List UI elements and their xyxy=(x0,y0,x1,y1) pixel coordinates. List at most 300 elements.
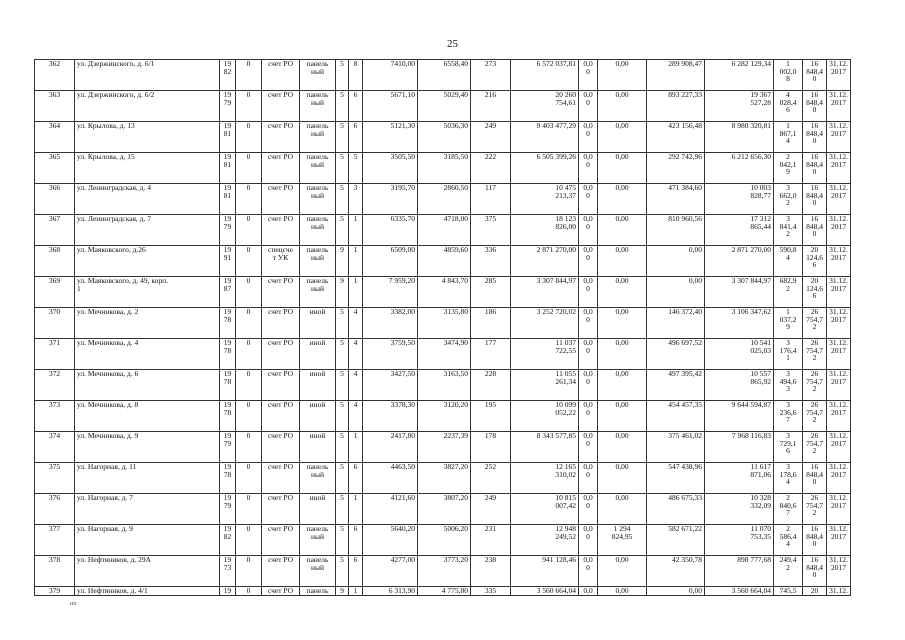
cell-cost-per-m2: 1 037,2 9 xyxy=(774,308,803,339)
cell-col-15: 0,00 xyxy=(647,587,705,596)
cell-fund-account: счет РО xyxy=(262,494,300,525)
cell-total-area: 4121,60 xyxy=(363,494,418,525)
table-row xyxy=(35,153,851,184)
cell-max-cost-per-m2: 26 754,7 2 xyxy=(803,308,827,339)
table-row xyxy=(35,432,851,463)
cell-total-area: 3505,50 xyxy=(363,153,418,184)
cell-col-16: 2 871 270,00 xyxy=(705,246,774,277)
cell-total-cost: 18 123 826,00 xyxy=(511,215,579,246)
cell-col-14: 0,00 xyxy=(598,153,647,184)
cell-living-area: 3135,80 xyxy=(418,308,471,339)
table-row xyxy=(35,122,851,153)
cell-floors: 5 xyxy=(336,525,349,556)
cell-col-13: 0,0 0 xyxy=(579,122,598,153)
cell-entrances: 6 xyxy=(349,463,363,494)
cell-col-13: 0,0 0 xyxy=(579,463,598,494)
cell-total-area: 3427,50 xyxy=(363,370,418,401)
table-row xyxy=(35,215,851,246)
cell-col-13: 0,0 0 xyxy=(579,556,598,587)
cell-cost-per-m2: 3 176,4 1 xyxy=(774,339,803,370)
cell-build-year: 19 78 xyxy=(220,370,236,401)
cell-col-15: 0,00 xyxy=(647,277,705,308)
cell-build-year: 19 91 xyxy=(220,246,236,277)
cell-total-area: 6 313,90 xyxy=(363,587,418,596)
cell-address: ул. Дзержинского, д. 6/1 xyxy=(75,60,220,91)
cell-fund-account: счет РО xyxy=(262,215,300,246)
cell-wall-material: панель ный xyxy=(300,525,336,556)
cell-deadline: 31.12. 2017 xyxy=(827,525,851,556)
cell-living-area: 2860,50 xyxy=(418,184,471,215)
cell-entrances: 1 xyxy=(349,215,363,246)
cell-col-15: 496 697,52 xyxy=(647,339,705,370)
cell-cost-per-m2: 590,8 4 xyxy=(774,246,803,277)
cell-deadline: 31.12. 2017 xyxy=(827,401,851,432)
cell-col-4: 0 xyxy=(236,556,262,587)
cell-deadline: 31.12. 2017 xyxy=(827,339,851,370)
cell-col-4: 0 xyxy=(236,370,262,401)
table-row xyxy=(35,401,851,432)
cell-col-13: 0,0 0 xyxy=(579,339,598,370)
cell-col-15: 486 675,33 xyxy=(647,494,705,525)
cell-col-14: 0,00 xyxy=(598,60,647,91)
table-row xyxy=(35,91,851,122)
cell-row-number: 372 xyxy=(35,370,75,401)
cell-fund-account: счет РО xyxy=(262,339,300,370)
cell-col-14: 0,00 xyxy=(598,370,647,401)
cell-entrances: 1 xyxy=(349,432,363,463)
cell-wall-material: панель ный xyxy=(300,91,336,122)
cell-col-15: 810 960,56 xyxy=(647,215,705,246)
cell-max-cost-per-m2: 16 848,4 0 xyxy=(803,525,827,556)
cell-cost-per-m2: 745,5 xyxy=(774,587,803,596)
cell-col-16: 19 367 527,28 xyxy=(705,91,774,122)
cell-col-16: 8 980 320,81 xyxy=(705,122,774,153)
cell-floors: 5 xyxy=(336,556,349,587)
cell-row-number: 377 xyxy=(35,525,75,556)
cell-col-13: 0,0 0 xyxy=(579,370,598,401)
cell-floors: 5 xyxy=(336,308,349,339)
footer-mark: нп xyxy=(70,601,77,607)
cell-col-4: 0 xyxy=(236,432,262,463)
table-row xyxy=(35,60,851,91)
cell-col-15: 0,00 xyxy=(647,246,705,277)
cell-entrances: 1 xyxy=(349,587,363,596)
cell-residents: 177 xyxy=(471,339,511,370)
table-row xyxy=(35,339,851,370)
cell-row-number: 373 xyxy=(35,401,75,432)
cell-col-14: 0,00 xyxy=(598,401,647,432)
cell-col-4: 0 xyxy=(236,122,262,153)
cell-build-year: 19 82 xyxy=(220,60,236,91)
cell-cost-per-m2: 682,9 2 xyxy=(774,277,803,308)
cell-cost-per-m2: 3 236,6 7 xyxy=(774,401,803,432)
cell-total-cost: 10 815 007,42 xyxy=(511,494,579,525)
cell-build-year: 19 79 xyxy=(220,91,236,122)
cell-col-15: 42 350,78 xyxy=(647,556,705,587)
cell-col-13: 0,0 0 xyxy=(579,153,598,184)
cell-address: ул. Мечникова, д. 2 xyxy=(75,308,220,339)
cell-entrances: 8 xyxy=(349,60,363,91)
cell-max-cost-per-m2: 16 848,4 0 xyxy=(803,153,827,184)
cell-total-cost: 9 403 477,29 xyxy=(511,122,579,153)
cell-entrances: 6 xyxy=(349,525,363,556)
cell-build-year: 19 78 xyxy=(220,463,236,494)
cell-entrances: 6 xyxy=(349,91,363,122)
cell-deadline: 31.12. 2017 xyxy=(827,184,851,215)
cell-cost-per-m2: 2 840,6 7 xyxy=(774,494,803,525)
cell-col-15: 289 908,47 xyxy=(647,60,705,91)
cell-max-cost-per-m2: 26 754,7 2 xyxy=(803,401,827,432)
cell-total-cost: 3 252 720,02 xyxy=(511,308,579,339)
cell-living-area: 2237,39 xyxy=(418,432,471,463)
cell-max-cost-per-m2: 16 848,4 0 xyxy=(803,60,827,91)
cell-cost-per-m2: 4 028,4 6 xyxy=(774,91,803,122)
cell-wall-material: панель ный xyxy=(300,60,336,91)
cell-address: ул. Маяковского, д.26 xyxy=(75,246,220,277)
cell-deadline: 31.12. 2017 xyxy=(827,463,851,494)
cell-wall-material: панель ный xyxy=(300,277,336,308)
cell-floors: 5 xyxy=(336,463,349,494)
cell-col-13: 0,0 0 xyxy=(579,308,598,339)
cell-total-area: 5640,20 xyxy=(363,525,418,556)
cell-entrances: 5 xyxy=(349,153,363,184)
cell-row-number: 362 xyxy=(35,60,75,91)
cell-living-area: 3120,20 xyxy=(418,401,471,432)
cell-max-cost-per-m2: 16 848,4 0 xyxy=(803,122,827,153)
cell-total-area: 5671,10 xyxy=(363,91,418,122)
cell-col-13: 0,0 0 xyxy=(579,401,598,432)
cell-address: ул. Нефтяников, д. 4/1 xyxy=(75,587,220,596)
cell-fund-account: счет РО xyxy=(262,432,300,463)
cell-max-cost-per-m2: 26 754,7 2 xyxy=(803,370,827,401)
cell-floors: 5 xyxy=(336,91,349,122)
cell-fund-account: счет РО xyxy=(262,587,300,596)
cell-max-cost-per-m2: 16 848,4 0 xyxy=(803,556,827,587)
cell-row-number: 379 xyxy=(35,587,75,596)
cell-max-cost-per-m2: 16 848,4 0 xyxy=(803,91,827,122)
cell-row-number: 371 xyxy=(35,339,75,370)
cell-total-cost: 941 128,46 xyxy=(511,556,579,587)
cell-col-14: 0,00 xyxy=(598,215,647,246)
cell-wall-material: панель ный xyxy=(300,215,336,246)
cell-col-13: 0,0 0 xyxy=(579,60,598,91)
cell-entrances: 6 xyxy=(349,122,363,153)
cell-col-13: 0,0 0 xyxy=(579,494,598,525)
cell-cost-per-m2: 3 729,1 6 xyxy=(774,432,803,463)
cell-col-15: 893 227,33 xyxy=(647,91,705,122)
cell-residents: 285 xyxy=(471,277,511,308)
cell-total-cost: 11 055 261,34 xyxy=(511,370,579,401)
cell-col-15: 547 438,96 xyxy=(647,463,705,494)
cell-floors: 5 xyxy=(336,153,349,184)
cell-row-number: 367 xyxy=(35,215,75,246)
cell-living-area: 5006,20 xyxy=(418,525,471,556)
cell-max-cost-per-m2: 20 xyxy=(803,587,827,596)
cell-total-area: 3378,30 xyxy=(363,401,418,432)
cell-deadline: 31.12. 2017 xyxy=(827,246,851,277)
cell-col-15: 471 384,60 xyxy=(647,184,705,215)
cell-residents: 249 xyxy=(471,494,511,525)
cell-build-year: 19 78 xyxy=(220,308,236,339)
cell-wall-material: панель ный xyxy=(300,184,336,215)
cell-address: ул. Крылова, д. 15 xyxy=(75,153,220,184)
cell-col-13: 0,0 0 xyxy=(579,184,598,215)
cell-col-4: 0 xyxy=(236,308,262,339)
cell-col-16: 11 070 753,35 xyxy=(705,525,774,556)
cell-living-area: 3185,50 xyxy=(418,153,471,184)
cell-entrances: 1 xyxy=(349,277,363,308)
cell-build-year: 19 79 xyxy=(220,432,236,463)
cell-total-cost: 12 948 249,52 xyxy=(511,525,579,556)
cell-fund-account: счет РО xyxy=(262,370,300,401)
cell-deadline: 31.12. 2017 xyxy=(827,308,851,339)
cell-cost-per-m2: 2 042,1 9 xyxy=(774,153,803,184)
cell-residents: 336 xyxy=(471,246,511,277)
cell-living-area: 3163,50 xyxy=(418,370,471,401)
cell-floors: 9 xyxy=(336,587,349,596)
cell-total-area: 6509,00 xyxy=(363,246,418,277)
cell-deadline: 31.12. 2017 xyxy=(827,91,851,122)
cell-col-13: 0,0 0 xyxy=(579,91,598,122)
table-row xyxy=(35,556,851,587)
cell-col-13: 0,0 0 xyxy=(579,432,598,463)
cell-col-14: 0,00 xyxy=(598,587,647,596)
cell-col-14: 0,00 xyxy=(598,308,647,339)
cell-max-cost-per-m2: 26 754,7 2 xyxy=(803,432,827,463)
cell-col-4: 0 xyxy=(236,246,262,277)
cell-col-14: 0,00 xyxy=(598,463,647,494)
cell-max-cost-per-m2: 16 848,4 0 xyxy=(803,215,827,246)
cell-total-cost: 20 260 754,61 xyxy=(511,91,579,122)
cell-build-year: 19 73 xyxy=(220,556,236,587)
cell-living-area: 4 843,70 xyxy=(418,277,471,308)
cell-residents: 195 xyxy=(471,401,511,432)
cell-floors: 5 xyxy=(336,432,349,463)
cell-address: ул. Нагорная, д. 9 xyxy=(75,525,220,556)
cell-col-16: 898 777,68 xyxy=(705,556,774,587)
cell-build-year: 19 82 xyxy=(220,525,236,556)
cell-col-4: 0 xyxy=(236,153,262,184)
cell-entrances: 6 xyxy=(349,556,363,587)
cell-total-cost: 6 572 037,81 xyxy=(511,60,579,91)
cell-build-year: 19 79 xyxy=(220,494,236,525)
cell-entrances: 1 xyxy=(349,494,363,525)
cell-col-16: 6 212 656,30 xyxy=(705,153,774,184)
cell-build-year: 19 81 xyxy=(220,122,236,153)
cell-row-number: 369 xyxy=(35,277,75,308)
cell-col-16: 10 003 828,77 xyxy=(705,184,774,215)
cell-total-area: 7 959,20 xyxy=(363,277,418,308)
cell-floors: 5 xyxy=(336,184,349,215)
cell-living-area: 3807,20 xyxy=(418,494,471,525)
cell-cost-per-m2: 3 494,6 3 xyxy=(774,370,803,401)
cell-col-4: 0 xyxy=(236,215,262,246)
cell-col-4: 0 xyxy=(236,184,262,215)
cell-address: ул. Нагорная, д. 11 xyxy=(75,463,220,494)
cell-col-16: 10 541 025,03 xyxy=(705,339,774,370)
cell-col-4: 0 xyxy=(236,525,262,556)
cell-residents: 117 xyxy=(471,184,511,215)
cell-row-number: 368 xyxy=(35,246,75,277)
cell-fund-account: счет РО xyxy=(262,91,300,122)
cell-wall-material: панель ный xyxy=(300,246,336,277)
cell-floors: 5 xyxy=(336,339,349,370)
cell-living-area: 3773,20 xyxy=(418,556,471,587)
cell-cost-per-m2: 3 662,0 2 xyxy=(774,184,803,215)
cell-residents: 186 xyxy=(471,308,511,339)
cell-entrances: 4 xyxy=(349,370,363,401)
cell-col-14: 0,00 xyxy=(598,432,647,463)
cell-living-area: 4718,00 xyxy=(418,215,471,246)
cell-total-cost: 6 505 399,26 xyxy=(511,153,579,184)
cell-wall-material: иной xyxy=(300,401,336,432)
cell-total-area: 4463,50 xyxy=(363,463,418,494)
cell-row-number: 363 xyxy=(35,91,75,122)
cell-residents: 335 xyxy=(471,587,511,596)
cell-cost-per-m2: 1 867,1 4 xyxy=(774,122,803,153)
cell-cost-per-m2: 3 178,6 4 xyxy=(774,463,803,494)
cell-fund-account: счет РО xyxy=(262,556,300,587)
cell-build-year: 19 81 xyxy=(220,153,236,184)
cell-wall-material: панель ный xyxy=(300,463,336,494)
register-table xyxy=(34,59,851,596)
cell-col-4: 0 xyxy=(236,494,262,525)
cell-fund-account: счет РО xyxy=(262,60,300,91)
table-row xyxy=(35,308,851,339)
cell-wall-material: иной xyxy=(300,370,336,401)
cell-wall-material: иной xyxy=(300,494,336,525)
cell-wall-material: панель ный xyxy=(300,153,336,184)
cell-col-13: 0,0 xyxy=(579,587,598,596)
cell-floors: 9 xyxy=(336,246,349,277)
cell-address: ул. Нагорная, д. 7 xyxy=(75,494,220,525)
table-row xyxy=(35,494,851,525)
cell-build-year: 19 81 xyxy=(220,184,236,215)
cell-col-13: 0,0 0 xyxy=(579,277,598,308)
cell-build-year: 19 87 xyxy=(220,277,236,308)
cell-entrances: 4 xyxy=(349,339,363,370)
cell-max-cost-per-m2: 16 848,4 0 xyxy=(803,184,827,215)
cell-cost-per-m2: 249,4 2 xyxy=(774,556,803,587)
cell-wall-material: панель ный xyxy=(300,122,336,153)
cell-deadline: 31.12. 2017 xyxy=(827,556,851,587)
cell-living-area: 4859,60 xyxy=(418,246,471,277)
cell-floors: 9 xyxy=(336,277,349,308)
cell-total-cost: 10 099 052,22 xyxy=(511,401,579,432)
cell-col-4: 0 xyxy=(236,339,262,370)
cell-total-area: 2417,80 xyxy=(363,432,418,463)
cell-floors: 5 xyxy=(336,122,349,153)
cell-entrances: 4 xyxy=(349,308,363,339)
table-row xyxy=(35,525,851,556)
cell-total-cost: 3 307 844,97 xyxy=(511,277,579,308)
cell-living-area: 3474,90 xyxy=(418,339,471,370)
table-row xyxy=(35,246,851,277)
cell-floors: 5 xyxy=(336,370,349,401)
cell-total-area: 5121,30 xyxy=(363,122,418,153)
table-body xyxy=(35,60,851,596)
cell-deadline: 31.12. 2017 xyxy=(827,277,851,308)
cell-residents: 273 xyxy=(471,60,511,91)
cell-residents: 231 xyxy=(471,525,511,556)
cell-living-area: 4 775,80 xyxy=(418,587,471,596)
cell-col-14: 0,00 xyxy=(598,122,647,153)
cell-max-cost-per-m2: 26 754,7 2 xyxy=(803,339,827,370)
cell-total-area: 4277,00 xyxy=(363,556,418,587)
cell-col-16: 7 968 116,83 xyxy=(705,432,774,463)
cell-wall-material: иной xyxy=(300,432,336,463)
cell-col-16: 6 282 129,34 xyxy=(705,60,774,91)
cell-cost-per-m2: 2 586,4 4 xyxy=(774,525,803,556)
cell-residents: 222 xyxy=(471,153,511,184)
cell-total-cost: 12 165 310,02 xyxy=(511,463,579,494)
cell-col-16: 10 328 332,09 xyxy=(705,494,774,525)
cell-max-cost-per-m2: 26 754,7 2 xyxy=(803,494,827,525)
cell-deadline: 31.12. 2017 xyxy=(827,494,851,525)
cell-deadline: 31.12. 2017 xyxy=(827,432,851,463)
cell-fund-account: счет РО xyxy=(262,525,300,556)
cell-address: ул. Маяковского, д. 49, корп. 1 xyxy=(75,277,220,308)
cell-col-16: 3 560 664,04 xyxy=(705,587,774,596)
cell-col-4: 0 xyxy=(236,60,262,91)
cell-total-cost: 2 871 270,00 xyxy=(511,246,579,277)
cell-living-area: 3827,20 xyxy=(418,463,471,494)
cell-entrances: 1 xyxy=(349,246,363,277)
cell-fund-account: счет РО xyxy=(262,122,300,153)
cell-residents: 228 xyxy=(471,370,511,401)
cell-col-15: 423 156,48 xyxy=(647,122,705,153)
page-number: 25 xyxy=(447,38,458,50)
cell-build-year: 19 xyxy=(220,587,236,596)
cell-address: ул. Мечникова, д. 9 xyxy=(75,432,220,463)
cell-total-cost: 8 343 577,85 xyxy=(511,432,579,463)
cell-row-number: 364 xyxy=(35,122,75,153)
cell-col-16: 9 644 594,87 xyxy=(705,401,774,432)
cell-col-16: 10 557 865,92 xyxy=(705,370,774,401)
cell-row-number: 365 xyxy=(35,153,75,184)
cell-fund-account: счет РО xyxy=(262,463,300,494)
cell-col-14: 0,00 xyxy=(598,494,647,525)
cell-fund-account: счет РО xyxy=(262,153,300,184)
cell-living-area: 6558,40 xyxy=(418,60,471,91)
cell-entrances: 3 xyxy=(349,184,363,215)
cell-col-4: 0 xyxy=(236,587,262,596)
cell-floors: 5 xyxy=(336,60,349,91)
cell-row-number: 378 xyxy=(35,556,75,587)
cell-col-14: 0,00 xyxy=(598,556,647,587)
cell-col-15: 292 742,96 xyxy=(647,153,705,184)
cell-living-area: 5036,30 xyxy=(418,122,471,153)
cell-address: ул. Ленинградская, д. 7 xyxy=(75,215,220,246)
cell-build-year: 19 78 xyxy=(220,339,236,370)
table-row xyxy=(35,370,851,401)
cell-total-area: 3382,00 xyxy=(363,308,418,339)
cell-total-cost: 10 475 213,37 xyxy=(511,184,579,215)
cell-max-cost-per-m2: 16 848,4 0 xyxy=(803,463,827,494)
cell-col-14: 1 294 824,95 xyxy=(598,525,647,556)
cell-col-15: 454 457,35 xyxy=(647,401,705,432)
cell-col-16: 11 617 871,06 xyxy=(705,463,774,494)
cell-row-number: 375 xyxy=(35,463,75,494)
cell-address: ул. Мечникова, д. 8 xyxy=(75,401,220,432)
table-row xyxy=(35,277,851,308)
cell-deadline: 31.12. 2017 xyxy=(827,122,851,153)
cell-fund-account: счет РО xyxy=(262,184,300,215)
cell-residents: 216 xyxy=(471,91,511,122)
cell-total-area: 7410,00 xyxy=(363,60,418,91)
cell-deadline: 31.12. 2017 xyxy=(827,215,851,246)
table-row xyxy=(35,587,851,596)
